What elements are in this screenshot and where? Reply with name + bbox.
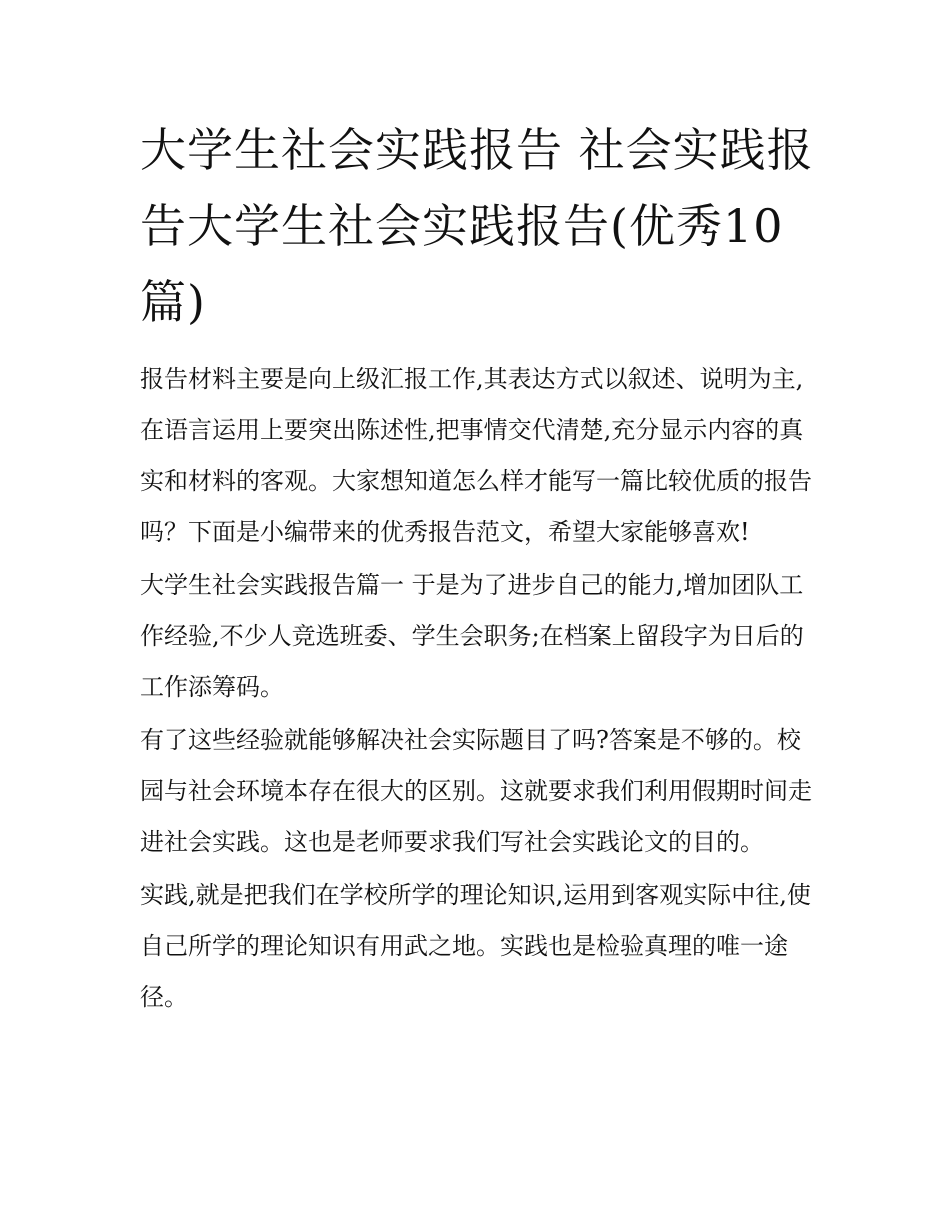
body-paragraph: 大学生社会实践报告篇一 于是为了进步自己的能力,增加团队工作经验,不少人竞选班委、学生会职务;在档案上留段字为日后的工作添筹码。 (140, 571, 804, 701)
intro-paragraph: 报告材料主要是向上级汇报工作,其表达方式以叙述、说明为主,在语言运用上要突出陈述性,把事情交代清楚,充分显示内容的真实和材料的客观。大家想知道怎么样才能写一篇比较优质的报告吗？下面是小编带来的优秀报告范文，希望大家能够喜欢! (140, 365, 812, 546)
document-body (140, 112, 815, 1023)
body-paragraph: 实践,就是把我们在学校所学的理论知识,运用到客观实际中往,使自己所学的理论知识有用武之地。实践也是检验真理的唯一途径。 (140, 881, 811, 1011)
document-title: 大学生社会实践报告 社会实践报告大学生社会实践报告(优秀10篇) (140, 123, 814, 329)
body-paragraph: 有了这些经验就能够解决社会实际题目了吗?答案是不够的。校园与社会环境本存在很大的区别。这就要求我们利用假期时间走进社会实践。这也是老师要求我们写社会实践论文的目的。 (140, 726, 812, 856)
